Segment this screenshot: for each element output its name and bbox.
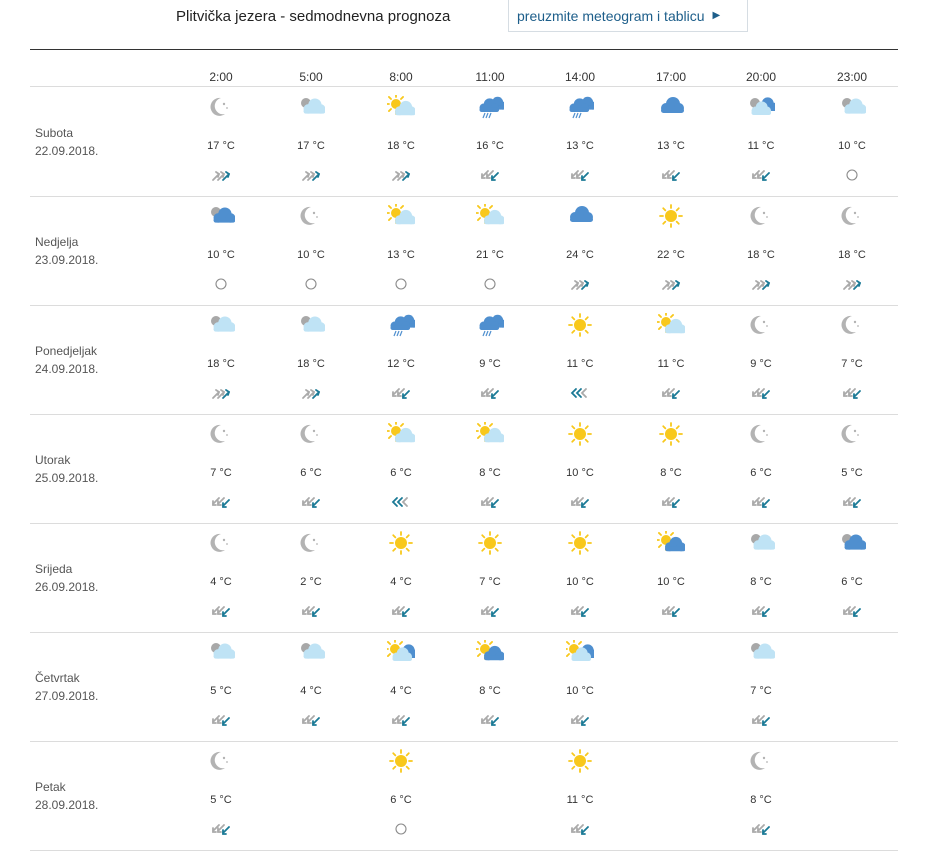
moon-stars-icon bbox=[838, 313, 866, 337]
moon-stars-icon bbox=[838, 204, 866, 228]
forecast-cell bbox=[540, 741, 620, 841]
temperature: 4 °C bbox=[390, 685, 412, 697]
day-label bbox=[35, 342, 98, 378]
forecast-cell bbox=[812, 87, 892, 187]
temperature: 13 °C bbox=[387, 249, 415, 261]
page-title: Plitvička jezera - sedmodnevna prognoza bbox=[176, 8, 451, 25]
day-date: 25.09.2018. bbox=[35, 471, 99, 485]
forecast-cell bbox=[361, 305, 441, 405]
wind-sw-icon bbox=[299, 713, 323, 727]
sun-two-clouds-icon bbox=[387, 640, 415, 664]
sun-cloud-icon bbox=[476, 422, 504, 446]
partly-cloudy-night-icon bbox=[297, 95, 325, 119]
forecast-cell bbox=[450, 523, 530, 623]
forecast-cell bbox=[450, 632, 530, 732]
moon-stars-icon bbox=[747, 204, 775, 228]
forecast-cell bbox=[540, 87, 620, 187]
forecast-cell bbox=[271, 305, 351, 405]
calm-icon bbox=[299, 277, 323, 291]
forecast-cell bbox=[181, 87, 261, 187]
dark-cloud-icon bbox=[566, 204, 594, 228]
forecast-cell bbox=[361, 741, 441, 841]
sun-cloud-icon bbox=[387, 204, 415, 228]
day-label bbox=[35, 778, 98, 814]
day-name: Nedjelja bbox=[35, 235, 79, 249]
day-name: Srijeda bbox=[35, 562, 73, 576]
day-row bbox=[30, 632, 898, 742]
temperature: 10 °C bbox=[297, 249, 325, 261]
moon-stars-icon bbox=[838, 422, 866, 446]
forecast-cell bbox=[721, 414, 801, 514]
wind-sw-icon bbox=[389, 713, 413, 727]
temperature: 7 °C bbox=[750, 685, 772, 697]
temperature: 4 °C bbox=[300, 685, 322, 697]
wind-sw-icon bbox=[749, 168, 773, 182]
temperature: 13 °C bbox=[566, 140, 594, 152]
hour-label: 14:00 bbox=[564, 70, 596, 84]
forecast-cell bbox=[721, 523, 801, 623]
day-date: 23.09.2018. bbox=[35, 253, 99, 267]
temperature: 6 °C bbox=[750, 467, 772, 479]
temperature: 12 °C bbox=[387, 358, 415, 370]
temperature: 24 °C bbox=[566, 249, 594, 261]
forecast-cell bbox=[361, 87, 441, 187]
moon-stars-icon bbox=[297, 204, 325, 228]
partly-cloudy-night-icon bbox=[747, 531, 775, 555]
forecast-cell bbox=[361, 414, 441, 514]
forecast-cell bbox=[361, 632, 441, 732]
forecast-cell bbox=[271, 414, 351, 514]
temperature: 9 °C bbox=[479, 358, 501, 370]
moon-stars-icon bbox=[207, 95, 235, 119]
temperature: 13 °C bbox=[657, 140, 685, 152]
hour-label: 23:00 bbox=[836, 70, 868, 84]
forecast-cell bbox=[181, 414, 261, 514]
wind-sw-icon bbox=[389, 604, 413, 618]
wind-sw-icon bbox=[209, 604, 233, 618]
wind-ne-icon bbox=[749, 277, 773, 291]
wind-sw-icon bbox=[840, 604, 864, 618]
forecast-cell bbox=[631, 305, 711, 405]
partly-cloudy-night-icon bbox=[207, 313, 235, 337]
temperature: 7 °C bbox=[210, 467, 232, 479]
calm-icon bbox=[209, 277, 233, 291]
temperature: 8 °C bbox=[479, 685, 501, 697]
temperature: 18 °C bbox=[387, 140, 415, 152]
forecast-cell bbox=[812, 414, 892, 514]
wind-sw-icon bbox=[389, 386, 413, 400]
forecast-cell bbox=[631, 196, 711, 296]
day-name: Četvrtak bbox=[35, 671, 80, 685]
day-name: Utorak bbox=[35, 453, 71, 467]
forecast-cell bbox=[812, 523, 892, 623]
wind-sw-icon bbox=[299, 495, 323, 509]
temperature: 10 °C bbox=[207, 249, 235, 261]
temperature: 8 °C bbox=[750, 576, 772, 588]
wind-sw-icon bbox=[568, 822, 592, 836]
sun-icon bbox=[566, 749, 594, 773]
wind-ne-icon bbox=[659, 277, 683, 291]
sun-icon bbox=[566, 422, 594, 446]
moon-stars-icon bbox=[747, 422, 775, 446]
temperature: 6 °C bbox=[300, 467, 322, 479]
wind-sw-icon bbox=[478, 713, 502, 727]
wind-sw-icon bbox=[568, 495, 592, 509]
partly-cloudy-night-icon bbox=[838, 95, 866, 119]
forecast-cell bbox=[181, 523, 261, 623]
forecast-cell bbox=[540, 305, 620, 405]
forecast-cell bbox=[271, 523, 351, 623]
day-date: 28.09.2018. bbox=[35, 798, 99, 812]
wind-w-icon bbox=[389, 495, 413, 509]
forecast-cell bbox=[361, 196, 441, 296]
temperature: 6 °C bbox=[390, 467, 412, 479]
hour-label: 2:00 bbox=[209, 70, 233, 84]
forecast-cell bbox=[540, 414, 620, 514]
day-label bbox=[35, 124, 98, 160]
sun-two-clouds-icon bbox=[566, 640, 594, 664]
wind-ne-icon bbox=[209, 386, 233, 400]
day-name: Subota bbox=[35, 126, 74, 140]
wind-sw-icon bbox=[209, 822, 233, 836]
temperature: 10 °C bbox=[657, 576, 685, 588]
day-date: 22.09.2018. bbox=[35, 144, 99, 158]
wind-sw-icon bbox=[209, 713, 233, 727]
sun-cloud-icon bbox=[657, 313, 685, 337]
wind-ne-icon bbox=[299, 168, 323, 182]
hour-label: 11:00 bbox=[475, 70, 505, 84]
moon-stars-icon bbox=[207, 749, 235, 773]
day-date: 24.09.2018. bbox=[35, 362, 99, 376]
wind-sw-icon bbox=[659, 386, 683, 400]
wind-sw-icon bbox=[659, 168, 683, 182]
forecast-cell bbox=[450, 305, 530, 405]
day-label bbox=[35, 233, 98, 269]
hour-label: 8:00 bbox=[389, 70, 413, 84]
forecast-cell bbox=[631, 523, 711, 623]
forecast-cell bbox=[540, 196, 620, 296]
moon-stars-icon bbox=[747, 749, 775, 773]
day-row bbox=[30, 741, 898, 851]
day-date: 26.09.2018. bbox=[35, 580, 99, 594]
temperature: 11 °C bbox=[657, 358, 685, 370]
temperature: 4 °C bbox=[210, 576, 232, 588]
forecast-cell bbox=[631, 414, 711, 514]
forecast-cell bbox=[450, 196, 530, 296]
partly-cloudy-night-icon bbox=[207, 640, 235, 664]
header-divider bbox=[30, 49, 898, 50]
temperature: 8 °C bbox=[660, 467, 682, 479]
temperature: 5 °C bbox=[841, 467, 863, 479]
temperature: 5 °C bbox=[210, 794, 232, 806]
forecast-cell bbox=[271, 196, 351, 296]
temperature: 5 °C bbox=[210, 685, 232, 697]
temperature: 7 °C bbox=[841, 358, 863, 370]
forecast-cell bbox=[812, 305, 892, 405]
temperature: 11 °C bbox=[566, 794, 594, 806]
wind-ne-icon bbox=[209, 168, 233, 182]
temperature: 7 °C bbox=[479, 576, 501, 588]
temperature: 16 °C bbox=[476, 140, 504, 152]
forecast-cell bbox=[540, 632, 620, 732]
temperature: 9 °C bbox=[750, 358, 772, 370]
rain-dark-cloud-icon bbox=[387, 313, 415, 337]
download-meteogram-button[interactable] bbox=[508, 0, 748, 32]
wind-sw-icon bbox=[749, 495, 773, 509]
moon-stars-icon bbox=[747, 313, 775, 337]
dark-cloud-night-icon bbox=[838, 531, 866, 555]
temperature: 4 °C bbox=[390, 576, 412, 588]
wind-sw-icon bbox=[840, 495, 864, 509]
sun-icon bbox=[566, 313, 594, 337]
wind-sw-icon bbox=[299, 604, 323, 618]
rain-dark-cloud-icon bbox=[566, 95, 594, 119]
temperature: 18 °C bbox=[838, 249, 866, 261]
temperature: 10 °C bbox=[566, 685, 594, 697]
wind-w-icon bbox=[568, 386, 592, 400]
day-row bbox=[30, 523, 898, 633]
wind-sw-icon bbox=[749, 822, 773, 836]
day-label bbox=[35, 560, 98, 596]
forecast-cell bbox=[450, 414, 530, 514]
sun-cloud-icon bbox=[476, 204, 504, 228]
sun-icon bbox=[566, 531, 594, 555]
rain-dark-cloud-icon bbox=[476, 95, 504, 119]
temperature: 11 °C bbox=[747, 140, 775, 152]
forecast-cell bbox=[181, 741, 261, 841]
wind-ne-icon bbox=[568, 277, 592, 291]
day-row bbox=[30, 414, 898, 524]
temperature: 6 °C bbox=[390, 794, 412, 806]
forecast-cell bbox=[181, 632, 261, 732]
temperature: 8 °C bbox=[479, 467, 501, 479]
moon-stars-icon bbox=[207, 422, 235, 446]
forecast-cell bbox=[540, 523, 620, 623]
day-name: Ponedjeljak bbox=[35, 344, 98, 358]
wind-sw-icon bbox=[478, 386, 502, 400]
wind-sw-icon bbox=[478, 495, 502, 509]
forecast-cell bbox=[721, 741, 801, 841]
temperature: 10 °C bbox=[566, 467, 594, 479]
partly-cloudy-night-icon bbox=[297, 640, 325, 664]
wind-sw-icon bbox=[840, 386, 864, 400]
forecast-cell bbox=[631, 87, 711, 187]
wind-sw-icon bbox=[749, 604, 773, 618]
temperature: 8 °C bbox=[750, 794, 772, 806]
day-row bbox=[30, 305, 898, 415]
forecast-cell bbox=[271, 632, 351, 732]
hour-label: 5:00 bbox=[299, 70, 323, 84]
day-date: 27.09.2018. bbox=[35, 689, 99, 703]
wind-sw-icon bbox=[478, 168, 502, 182]
sun-dark-cloud-icon bbox=[476, 640, 504, 664]
temperature: 6 °C bbox=[841, 576, 863, 588]
partly-cloudy-night-icon bbox=[747, 640, 775, 664]
temperature: 11 °C bbox=[566, 358, 594, 370]
forecast-cell bbox=[721, 87, 801, 187]
temperature: 18 °C bbox=[207, 358, 235, 370]
calm-icon bbox=[478, 277, 502, 291]
forecast-cell bbox=[721, 632, 801, 732]
moon-stars-icon bbox=[297, 531, 325, 555]
download-label: preuzmite meteogram i tablicu bbox=[517, 7, 705, 24]
day-name: Petak bbox=[35, 780, 66, 794]
wind-ne-icon bbox=[389, 168, 413, 182]
wind-sw-icon bbox=[209, 495, 233, 509]
wind-ne-icon bbox=[299, 386, 323, 400]
forecast-cell bbox=[181, 305, 261, 405]
temperature: 18 °C bbox=[747, 249, 775, 261]
dark-cloud-icon bbox=[657, 95, 685, 119]
temperature: 17 °C bbox=[297, 140, 325, 152]
calm-icon bbox=[840, 168, 864, 182]
forecast-cell bbox=[271, 87, 351, 187]
clouds-night-icon bbox=[747, 95, 775, 119]
temperature: 2 °C bbox=[300, 576, 322, 588]
forecast-cell bbox=[721, 196, 801, 296]
rain-dark-cloud-icon bbox=[476, 313, 504, 337]
wind-ne-icon bbox=[840, 277, 864, 291]
sun-icon bbox=[657, 422, 685, 446]
hour-label: 20:00 bbox=[745, 70, 777, 84]
wind-sw-icon bbox=[478, 604, 502, 618]
temperature: 22 °C bbox=[657, 249, 685, 261]
sun-icon bbox=[387, 531, 415, 555]
day-label bbox=[35, 451, 98, 487]
temperature: 21 °C bbox=[476, 249, 504, 261]
calm-icon bbox=[389, 822, 413, 836]
partly-cloudy-night-icon bbox=[297, 313, 325, 337]
forecast-cell bbox=[450, 87, 530, 187]
wind-sw-icon bbox=[568, 604, 592, 618]
sun-icon bbox=[657, 204, 685, 228]
sun-icon bbox=[387, 749, 415, 773]
sun-dark-cloud-icon bbox=[657, 531, 685, 555]
forecast-cell bbox=[361, 523, 441, 623]
forecast-cell bbox=[812, 196, 892, 296]
sun-icon bbox=[476, 531, 504, 555]
sun-cloud-icon bbox=[387, 422, 415, 446]
temperature: 10 °C bbox=[838, 140, 866, 152]
temperature: 10 °C bbox=[566, 576, 594, 588]
wind-sw-icon bbox=[749, 713, 773, 727]
hour-header-row bbox=[30, 70, 898, 87]
temperature: 17 °C bbox=[207, 140, 235, 152]
wind-sw-icon bbox=[568, 168, 592, 182]
day-label bbox=[35, 669, 98, 705]
forecast-cell bbox=[721, 305, 801, 405]
chevron-right-icon: ▶ bbox=[712, 10, 721, 21]
moon-stars-icon bbox=[297, 422, 325, 446]
wind-sw-icon bbox=[659, 604, 683, 618]
temperature: 18 °C bbox=[297, 358, 325, 370]
moon-stars-icon bbox=[207, 531, 235, 555]
wind-sw-icon bbox=[568, 713, 592, 727]
calm-icon bbox=[389, 277, 413, 291]
sun-cloud-icon bbox=[387, 95, 415, 119]
dark-cloud-night-icon bbox=[207, 204, 235, 228]
forecast-cell bbox=[181, 196, 261, 296]
wind-sw-icon bbox=[659, 495, 683, 509]
hour-label: 17:00 bbox=[655, 70, 687, 84]
wind-sw-icon bbox=[749, 386, 773, 400]
day-row bbox=[30, 196, 898, 306]
day-row bbox=[30, 87, 898, 197]
